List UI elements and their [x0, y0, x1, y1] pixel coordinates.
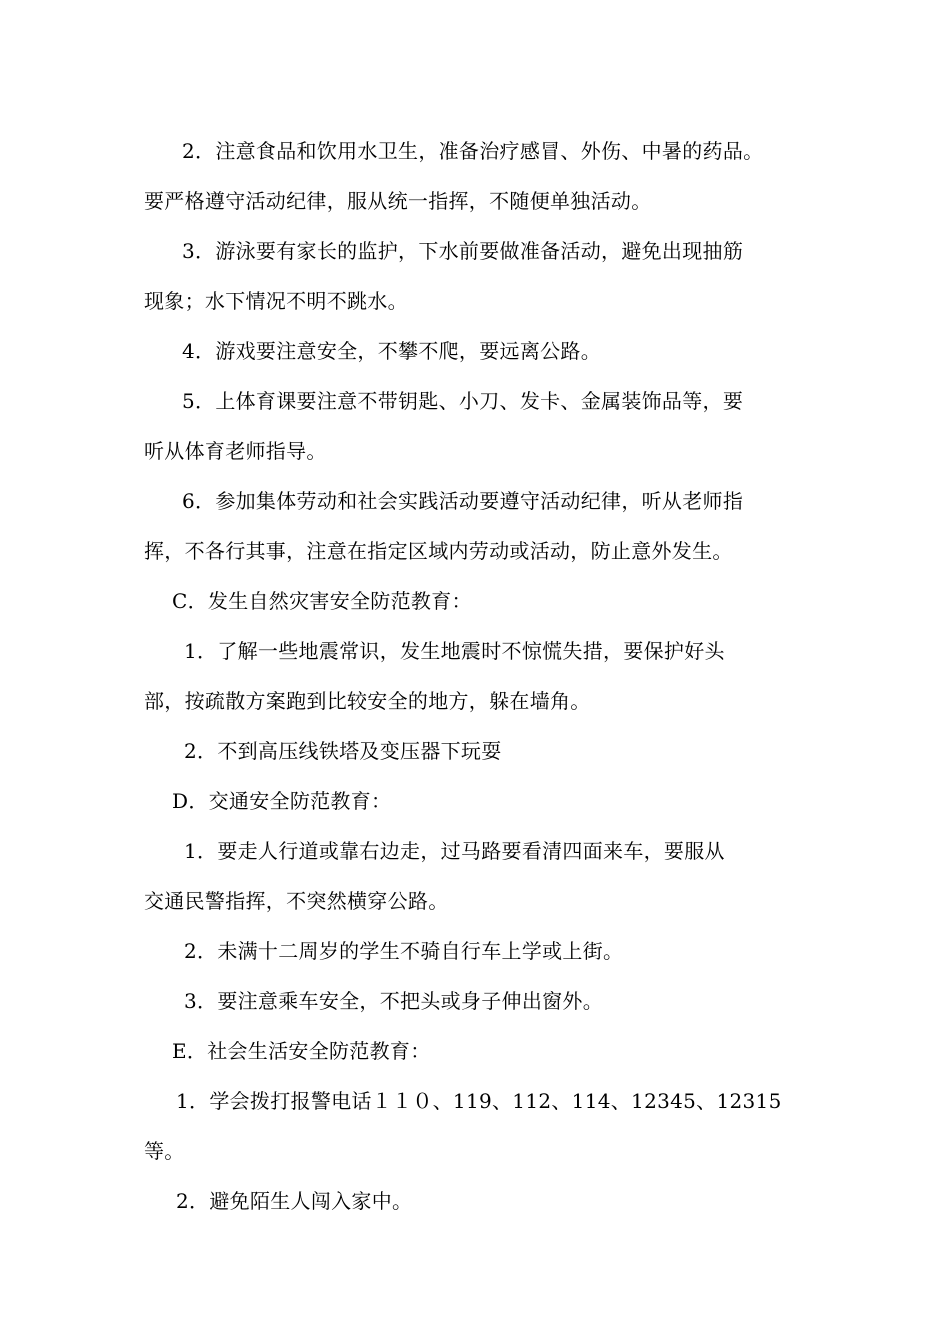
- section-heading: D．交通安全防范教育：: [172, 789, 392, 813]
- text-line: 等。: [144, 1139, 185, 1163]
- text-line: 现象；水下情况不明不跳水。: [144, 289, 408, 313]
- text-line: 3．要注意乘车安全，不把头或身子伸出窗外。: [184, 989, 604, 1013]
- section-heading: E．社会生活安全防范教育：: [172, 1039, 431, 1063]
- text-line: 1．要走人行道或靠右边走，过马路要看清四面来车，要服从: [184, 839, 725, 863]
- text-line: 3．游泳要有家长的监护，下水前要做准备活动，避免出现抽筋: [182, 239, 744, 263]
- section-heading: C．发生自然灾害安全防范教育：: [172, 589, 472, 613]
- text-line: 听从体育老师指导。: [144, 439, 327, 463]
- text-line: 交通民警指挥，不突然横穿公路。: [144, 889, 449, 913]
- text-line: 要严格遵守活动纪律，服从统一指挥，不随便单独活动。: [144, 189, 652, 213]
- text-line: 2．注意食品和饮用水卫生，准备治疗感冒、外伤、中暑的药品。: [182, 139, 764, 163]
- text-line: 部，按疏散方案跑到比较安全的地方，躲在墙角。: [144, 689, 591, 713]
- text-line: 1．学会拨打报警电话１１０、119、112、114、12345、12315: [176, 1089, 782, 1113]
- text-line: 2．不到高压线铁塔及变压器下玩耍: [184, 739, 502, 763]
- text-line: 1．了解一些地震常识，发生地震时不惊慌失措，要保护好头: [184, 639, 725, 663]
- text-line: 4．游戏要注意安全，不攀不爬，要远离公路。: [182, 339, 602, 363]
- text-line: 5．上体育课要注意不带钥匙、小刀、发卡、金属装饰品等，要: [182, 389, 744, 413]
- text-line: 挥，不各行其事，注意在指定区域内劳动或活动，防止意外发生。: [144, 539, 733, 563]
- text-line: 6．参加集体劳动和社会实践活动要遵守活动纪律，听从老师指: [182, 489, 744, 513]
- text-line: 2．未满十二周岁的学生不骑自行车上学或上街。: [184, 939, 624, 963]
- text-line: 2．避免陌生人闯入家中。: [176, 1189, 413, 1213]
